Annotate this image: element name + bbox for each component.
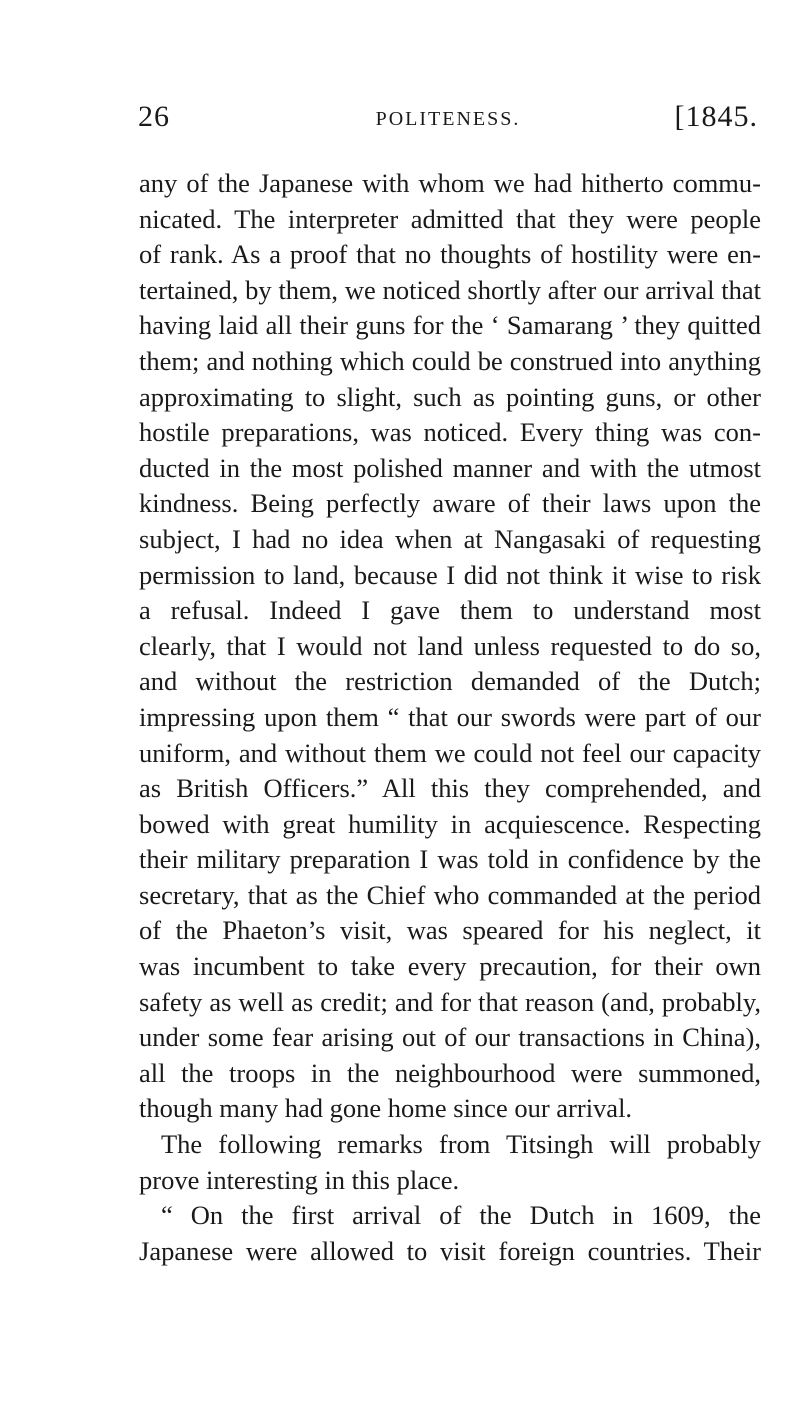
text-line: having laid all their guns for the ‘ Samarang ’ they quitted bbox=[139, 310, 761, 341]
text-line: and without the restriction demanded of the Dutch; bbox=[139, 666, 761, 697]
text-line: subject, I had no idea when at Nangasaki of requesting bbox=[139, 523, 761, 554]
text-line: kindness. Being perfectly aware of their laws upon the bbox=[139, 488, 761, 519]
text-line: was incumbent to take every precaution, for their own bbox=[139, 951, 761, 982]
text-line: of the Phaeton’s visit, was speared for his neglect, it bbox=[139, 915, 761, 946]
text-line: Japanese were allowed to visit foreign countries. Their bbox=[139, 1235, 761, 1266]
page-number: 26 bbox=[138, 100, 170, 133]
text-line: them; and nothing which could be construed into anything bbox=[139, 345, 761, 376]
text-line: approximating to slight, such as pointing guns, or other bbox=[139, 381, 761, 412]
body-text bbox=[139, 166, 761, 1269]
text-line: ducted in the most polished manner and with the utmost bbox=[139, 452, 761, 483]
text-line: as British Officers.” All this they comprehended, and bbox=[139, 773, 761, 804]
header-date: [1845. bbox=[674, 100, 758, 133]
text-line: though many had gone home since our arrival. bbox=[139, 1093, 633, 1124]
text-line: their military preparation I was told in confidence by the bbox=[139, 844, 761, 875]
text-line: impressing upon them “ that our swords were part of our bbox=[139, 701, 761, 732]
text-line: under some fear arising out of our transactions in China), bbox=[139, 1022, 761, 1053]
text-line: a refusal. Indeed I gave them to understand most bbox=[139, 595, 761, 626]
text-line: any of the Japanese with whom we had hitherto commu- bbox=[139, 168, 761, 198]
text-line: uniform, and without them we could not feel our capacity bbox=[139, 737, 761, 768]
text-line: bowed with great humility in acquiescence. Respecting bbox=[139, 808, 761, 839]
text-line: of rank. As a proof that no thoughts of hostility were en- bbox=[139, 239, 761, 270]
text-line: secretary, that as the Chief who commanded at the period bbox=[139, 879, 761, 910]
text-line: all the troops in the neighbourhood were summoned, bbox=[139, 1057, 761, 1088]
text-line: The following remarks from Titsingh will probably bbox=[161, 1129, 761, 1160]
running-title: POLITENESS. bbox=[375, 108, 521, 130]
text-line: safety as well as credit; and for that reason (and, probably, bbox=[139, 986, 761, 1017]
text-line: permission to land, because I did not think it wise to risk bbox=[139, 559, 761, 590]
text-line: clearly, that I would not land unless requested to do so, bbox=[139, 630, 761, 661]
text-line: hostile preparations, was noticed. Every thing was con- bbox=[139, 417, 761, 448]
text-line: “ On the first arrival of the Dutch in 1609, the bbox=[161, 1200, 761, 1231]
text-line: nicated. The interpreter admitted that they were people bbox=[139, 203, 761, 234]
text-line: tertained, by them, we noticed shortly after our arrival that bbox=[139, 274, 761, 305]
text-line: prove interesting in this place. bbox=[139, 1164, 460, 1195]
page-header bbox=[138, 100, 758, 144]
